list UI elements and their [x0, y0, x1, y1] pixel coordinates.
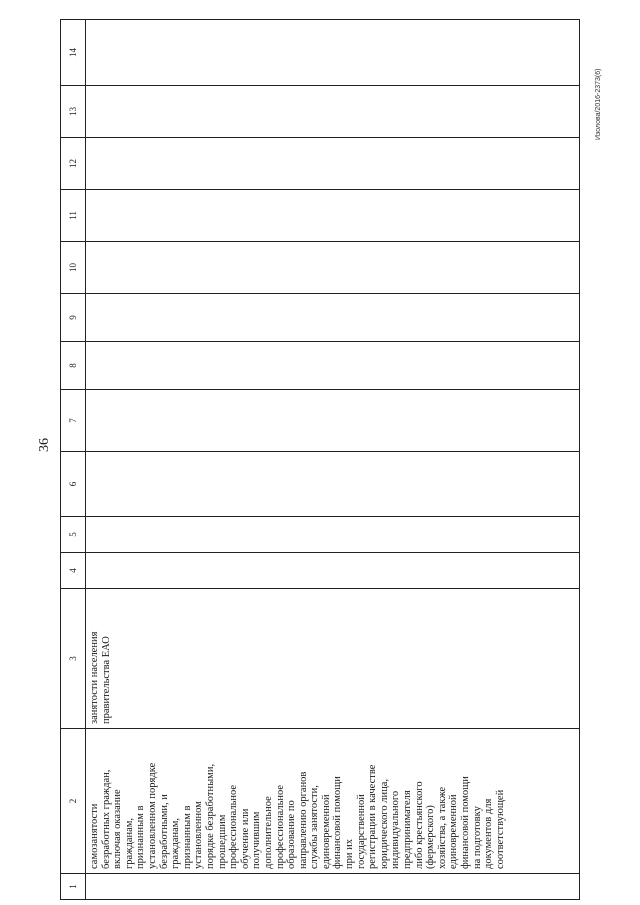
data-table [60, 19, 580, 900]
column-header: 9 [61, 294, 86, 342]
rotated-table-wrapper [60, 20, 580, 900]
document-reference: Изолова/2016-2373(6) [595, 68, 602, 140]
cell-text-line: профессиональное [274, 784, 286, 869]
column-header: 7 [61, 390, 86, 452]
table-cell-col6 [86, 452, 580, 517]
cell-text-line: гражданам, [123, 817, 135, 869]
table-cell-col1 [86, 874, 580, 900]
table-cell-col7 [86, 390, 580, 452]
column-header: 12 [61, 138, 86, 190]
cell-text-line: безработных граждан, [100, 769, 112, 869]
page-number: 36 [37, 438, 52, 452]
cell-text-line: хозяйства, а также [436, 786, 448, 869]
cell-text-line: порядке безработными, [204, 763, 216, 869]
table-cell-col3 [86, 589, 580, 729]
column-header: 10 [61, 242, 86, 294]
cell-text-line: гражданам, [170, 817, 182, 869]
cell-text-line: самозанятости [89, 803, 100, 869]
cell-text-line: безработными, и [158, 794, 170, 869]
cell-text-line: образование по [286, 800, 298, 869]
cell-text-line: единовременной [320, 794, 332, 869]
column-header: 2 [61, 729, 86, 874]
cell-text-line: включая оказание [112, 789, 124, 869]
cell-text-line: установленном [193, 801, 205, 869]
column-header: 11 [61, 190, 86, 242]
cell-text-line: дополнительное [262, 796, 274, 869]
cell-text-line: документов для [483, 798, 495, 869]
table-cell-col12 [86, 138, 580, 190]
cell-text-line: получившим [251, 811, 263, 869]
table-cell-col13 [86, 86, 580, 138]
column-header: 6 [61, 452, 86, 517]
cell-text-line: регистрации в качестве [367, 764, 379, 869]
table-cell-col2 [86, 729, 580, 874]
cell-text-line: признанным в [135, 805, 147, 869]
table-row [86, 20, 580, 900]
cell-text-line: соответствующей [494, 789, 506, 869]
cell-text-line: при их [344, 839, 356, 869]
cell-text-line: признанным в [181, 805, 193, 869]
cell-text-line: обучение или [239, 808, 251, 869]
cell-text-line: прошедшим [216, 814, 228, 869]
cell-text-line: установленном порядке [146, 762, 158, 869]
cell-text-line: (фермерского) [425, 805, 437, 869]
cell-text-line: предпринимателя [402, 790, 414, 869]
cell-text-line: либо крестьянского [413, 781, 425, 869]
column-header: 13 [61, 86, 86, 138]
cell-text-line: финансовой помощи [460, 776, 471, 869]
table-cell-col10 [86, 242, 580, 294]
table-cell-col9 [86, 294, 580, 342]
column-header: 4 [61, 553, 86, 589]
cell-text-line: профессиональное [228, 784, 240, 869]
cell-text-line: службы занятости, [309, 785, 321, 869]
cell-text-line: направлению органов [297, 771, 309, 869]
table-cell-col4 [86, 553, 580, 589]
cell-text-line: занятости населения [89, 631, 100, 724]
table-cell-col8 [86, 342, 580, 390]
column-header: 14 [61, 20, 86, 86]
column-header: 5 [61, 517, 86, 553]
cell-text-line: государственной [355, 794, 367, 869]
column-header: 1 [61, 874, 86, 900]
cell-text-line: юридического лица, [378, 778, 390, 869]
table-cell-col14 [86, 20, 580, 86]
table-header-row [61, 20, 86, 900]
table-cell-col5 [86, 517, 580, 553]
cell-text-line: правительства ЕАО [100, 636, 112, 724]
cell-text-line: на подготовку [471, 806, 483, 869]
cell-text-line: индивидуального [390, 790, 402, 869]
cell-text-line: финансовой помощи [332, 776, 344, 869]
cell-text-line: единовременной [448, 794, 460, 869]
column-header: 3 [61, 589, 86, 729]
column-header: 8 [61, 342, 86, 390]
table-cell-col11 [86, 190, 580, 242]
